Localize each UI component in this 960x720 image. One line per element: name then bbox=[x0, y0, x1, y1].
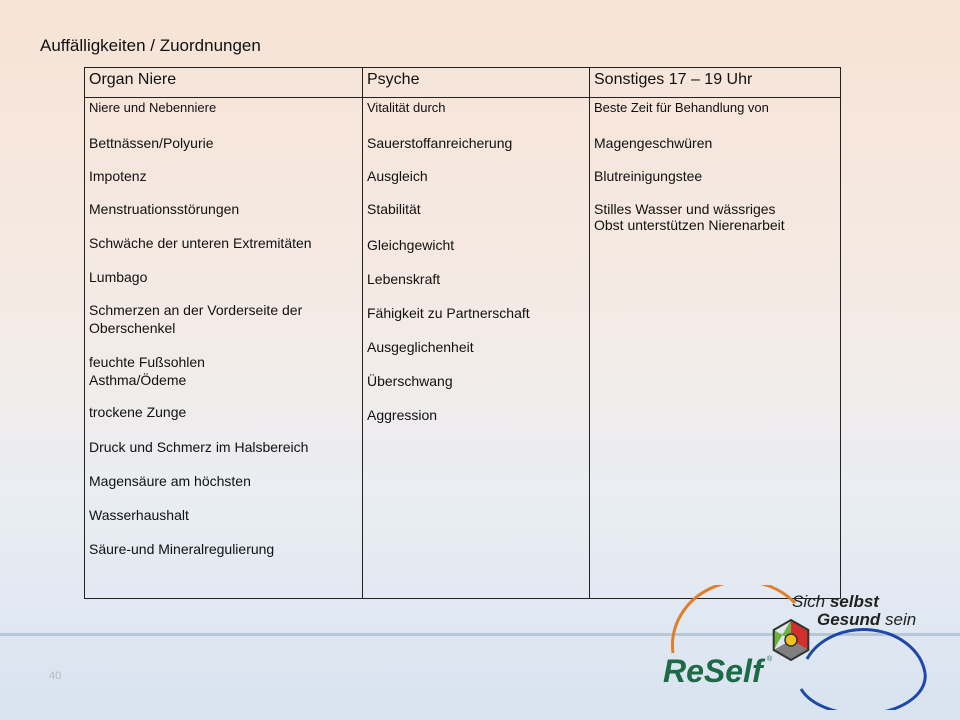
assignment-table bbox=[84, 67, 841, 599]
list-item: Fähigkeit zu Partnerschaft bbox=[367, 305, 530, 321]
list-item: Stilles Wasser und wässriges bbox=[594, 201, 776, 217]
list-item: Magensäure am höchsten bbox=[89, 473, 251, 489]
tagline-line-1: Sich selbst bbox=[792, 592, 879, 611]
list-item: Lebenskraft bbox=[367, 271, 441, 287]
list-item: Säure-und Mineralregulierung bbox=[89, 541, 275, 557]
list-item: Oberschenkel bbox=[89, 320, 176, 336]
list-item: Druck und Schmerz im Halsbereich bbox=[89, 439, 309, 455]
list-item: trockene Zunge bbox=[89, 404, 187, 420]
puzzle-hexagon-icon bbox=[774, 620, 809, 660]
list-item: Impotenz bbox=[89, 168, 147, 184]
list-item: Menstruationsstörungen bbox=[89, 201, 240, 217]
list-item: Wasserhaushalt bbox=[89, 507, 189, 523]
list-item: Aggression bbox=[367, 407, 438, 423]
list-item: Blutreinigungstee bbox=[594, 168, 703, 184]
list-item: Obst unterstützen Nierenarbeit bbox=[594, 217, 785, 233]
list-item: Bettnässen/Polyurie bbox=[89, 135, 214, 151]
list-item: Gleichgewicht bbox=[367, 237, 455, 253]
tagline-line-2: Gesund sein bbox=[817, 610, 917, 629]
list-item: Schwäche der unteren Extremitäten bbox=[89, 235, 312, 251]
logo-blue-arc-bottom bbox=[801, 673, 925, 710]
list-item: Schmerzen an der Vorderseite der bbox=[89, 302, 303, 318]
list-item: Überschwang bbox=[367, 373, 453, 389]
list-item: feuchte Fußsohlen bbox=[89, 354, 205, 370]
list-item: Magengeschwüren bbox=[594, 135, 713, 151]
brand-wordmark: ReSelf bbox=[663, 653, 763, 689]
header-organ-niere: Organ Niere bbox=[85, 68, 363, 98]
list-item: Lumbago bbox=[89, 269, 148, 285]
list-item: Vitalität durch bbox=[367, 100, 446, 115]
page-number: 40 bbox=[49, 670, 62, 682]
header-psyche: Psyche bbox=[363, 68, 590, 98]
slide-title: Auffälligkeiten / Zuordnungen bbox=[40, 36, 261, 55]
list-item: Stabilität bbox=[367, 201, 421, 217]
list-item: Ausgeglichenheit bbox=[367, 339, 474, 355]
list-item: Beste Zeit für Behandlung von bbox=[594, 100, 769, 115]
registered-mark: ® bbox=[767, 656, 773, 663]
psyche-column-cell bbox=[363, 98, 590, 599]
reself-logo bbox=[655, 585, 945, 710]
organ-column-cell bbox=[85, 98, 363, 599]
sonstiges-column-cell bbox=[590, 98, 841, 599]
header-sonstiges: Sonstiges 17 – 19 Uhr bbox=[590, 68, 841, 98]
list-item: Sauerstoffanreicherung bbox=[367, 135, 513, 151]
list-item: Asthma/Ödeme bbox=[89, 372, 187, 388]
list-item: Ausgleich bbox=[367, 168, 428, 184]
logo-blue-arc-top bbox=[807, 630, 925, 673]
list-item: Niere und Nebenniere bbox=[89, 100, 217, 115]
table-header-row bbox=[85, 68, 841, 98]
